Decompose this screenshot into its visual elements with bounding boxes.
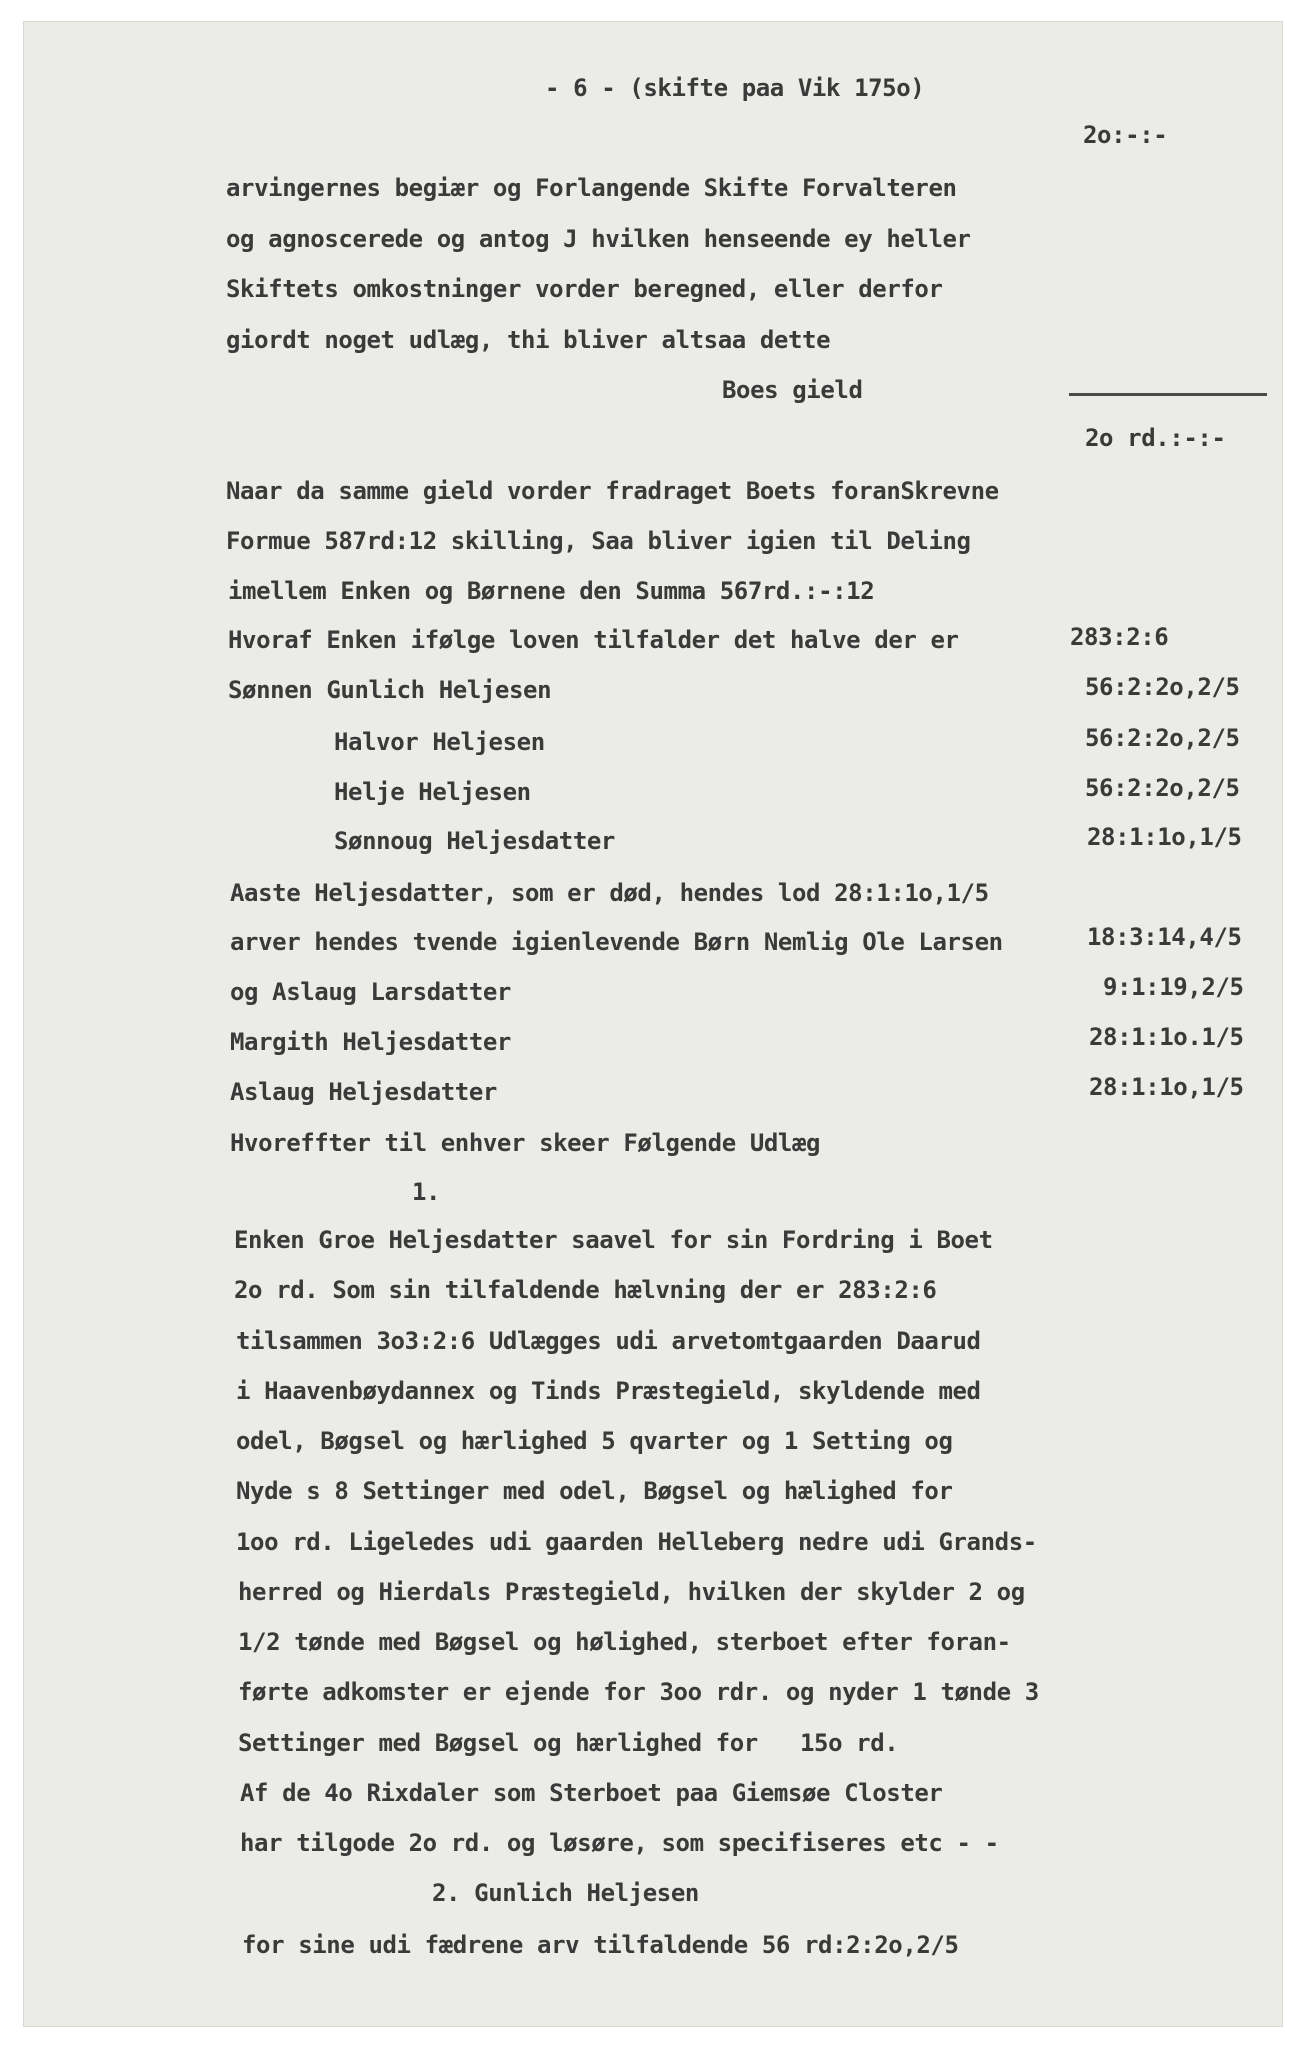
share-amount: 56:2:2o,2/5: [1085, 774, 1240, 802]
body-line: odel, Bøgsel og hærlighed 5 qvarter og 1 Setting og: [236, 1427, 953, 1455]
share-label: Halvor Heljesen: [334, 728, 545, 756]
body-line: har tilgode 2o rd. og løsøre, som specifiseres etc - -: [240, 1829, 999, 1857]
share-amount: 9:1:19,2/5: [1103, 973, 1244, 1001]
amount-total: 2o rd.:-:-: [1085, 424, 1226, 452]
item-number: 1.: [412, 1178, 441, 1206]
body-line: Af de 4o Rixdaler som Sterboet paa Giemsøe Closter: [240, 1779, 943, 1807]
share-label: Sønnoug Heljesdatter: [334, 827, 615, 855]
share-amount: 56:2:2o,2/5: [1085, 724, 1240, 752]
share-amount: 283:2:6: [1070, 623, 1169, 651]
share-label: arver hendes tvende igienlevende Børn Nemlig Ole Larsen: [230, 928, 1003, 956]
share-label: Sønnen Gunlich Heljesen: [228, 676, 552, 704]
body-line: imellem Enken og Børnene den Summa 567rd.:-:12: [228, 577, 875, 605]
body-line: 1oo rd. Ligeledes udi gaarden Helleberg nedre udi Grands-: [236, 1528, 1037, 1556]
body-line: i Haavenbøydannex og Tinds Præstegield, skyldende med: [236, 1377, 981, 1405]
body-line: Formue 587rd:12 skilling, Saa bliver igien til Deling: [226, 527, 971, 555]
share-label: Aaste Heljesdatter, som er død, hendes lod 28:1:1o,1/5: [230, 879, 989, 907]
body-line: arvingernes begiær og Forlangende Skifte Forvalteren: [226, 174, 957, 202]
body-line: tilsammen 3o3:2:6 Udlægges udi arvetomtgaarden Daarud: [236, 1327, 981, 1355]
share-amount: 56:2:2o,2/5: [1085, 673, 1240, 701]
body-line: Skiftets omkostninger vorder beregned, eller derfor: [226, 275, 943, 303]
item-number: 2. Gunlich Heljesen: [432, 1879, 699, 1907]
body-line: Nyde s 8 Settinger med odel, Bøgsel og hælighed for: [236, 1477, 953, 1505]
sum-rule: [1069, 393, 1267, 396]
share-amount: 18:3:14,4/5: [1087, 923, 1242, 951]
body-line: førte adkomster er ejende for 3oo rdr. og nyder 1 tønde 3: [238, 1678, 1039, 1706]
body-line: og agnoscerede og antog J hvilken henseende ey heller: [226, 225, 971, 253]
body-line: giordt noget udlæg, thi bliver altsaa dette: [226, 326, 831, 354]
page-header: - 6 - (skifte paa Vik 175o): [545, 74, 925, 102]
share-label: Helje Heljesen: [334, 778, 531, 806]
share-label: og Aslaug Larsdatter: [230, 978, 511, 1006]
body-line: Naar da samme gield vorder fradraget Boets foranSkrevne: [226, 477, 999, 505]
share-amount: 28:1:1o,1/5: [1089, 1073, 1244, 1101]
body-line: 1/2 tønde med Bøgsel og hølighed, sterboet efter foran-: [238, 1628, 1011, 1656]
share-amount: 28:1:1o,1/5: [1087, 823, 1242, 851]
body-line: 2o rd. Som sin tilfaldende hælvning der er 283:2:6: [234, 1276, 937, 1304]
body-line: herred og Hierdals Præstegield, hvilken der skylder 2 og: [238, 1578, 1025, 1606]
share-label: Hvoraf Enken ifølge loven tilfalder det halve der er: [228, 626, 959, 654]
share-label: Aslaug Heljesdatter: [230, 1078, 497, 1106]
amount-top: 2o:-:-: [1083, 121, 1168, 149]
body-line: Hvoreffter til enhver skeer Følgende Udlæg: [230, 1129, 821, 1157]
body-line: for sine udi fædrene arv tilfaldende 56 rd:2:2o,2/5: [242, 1931, 959, 1959]
section-label: Boes gield: [722, 376, 863, 404]
body-line: Enken Groe Heljesdatter saavel for sin Fordring i Boet: [234, 1226, 993, 1254]
body-line: Settinger med Bøgsel og hærlighed for 15o rd.: [238, 1729, 899, 1757]
share-amount: 28:1:1o.1/5: [1089, 1023, 1244, 1051]
share-label: Margith Heljesdatter: [230, 1028, 511, 1056]
